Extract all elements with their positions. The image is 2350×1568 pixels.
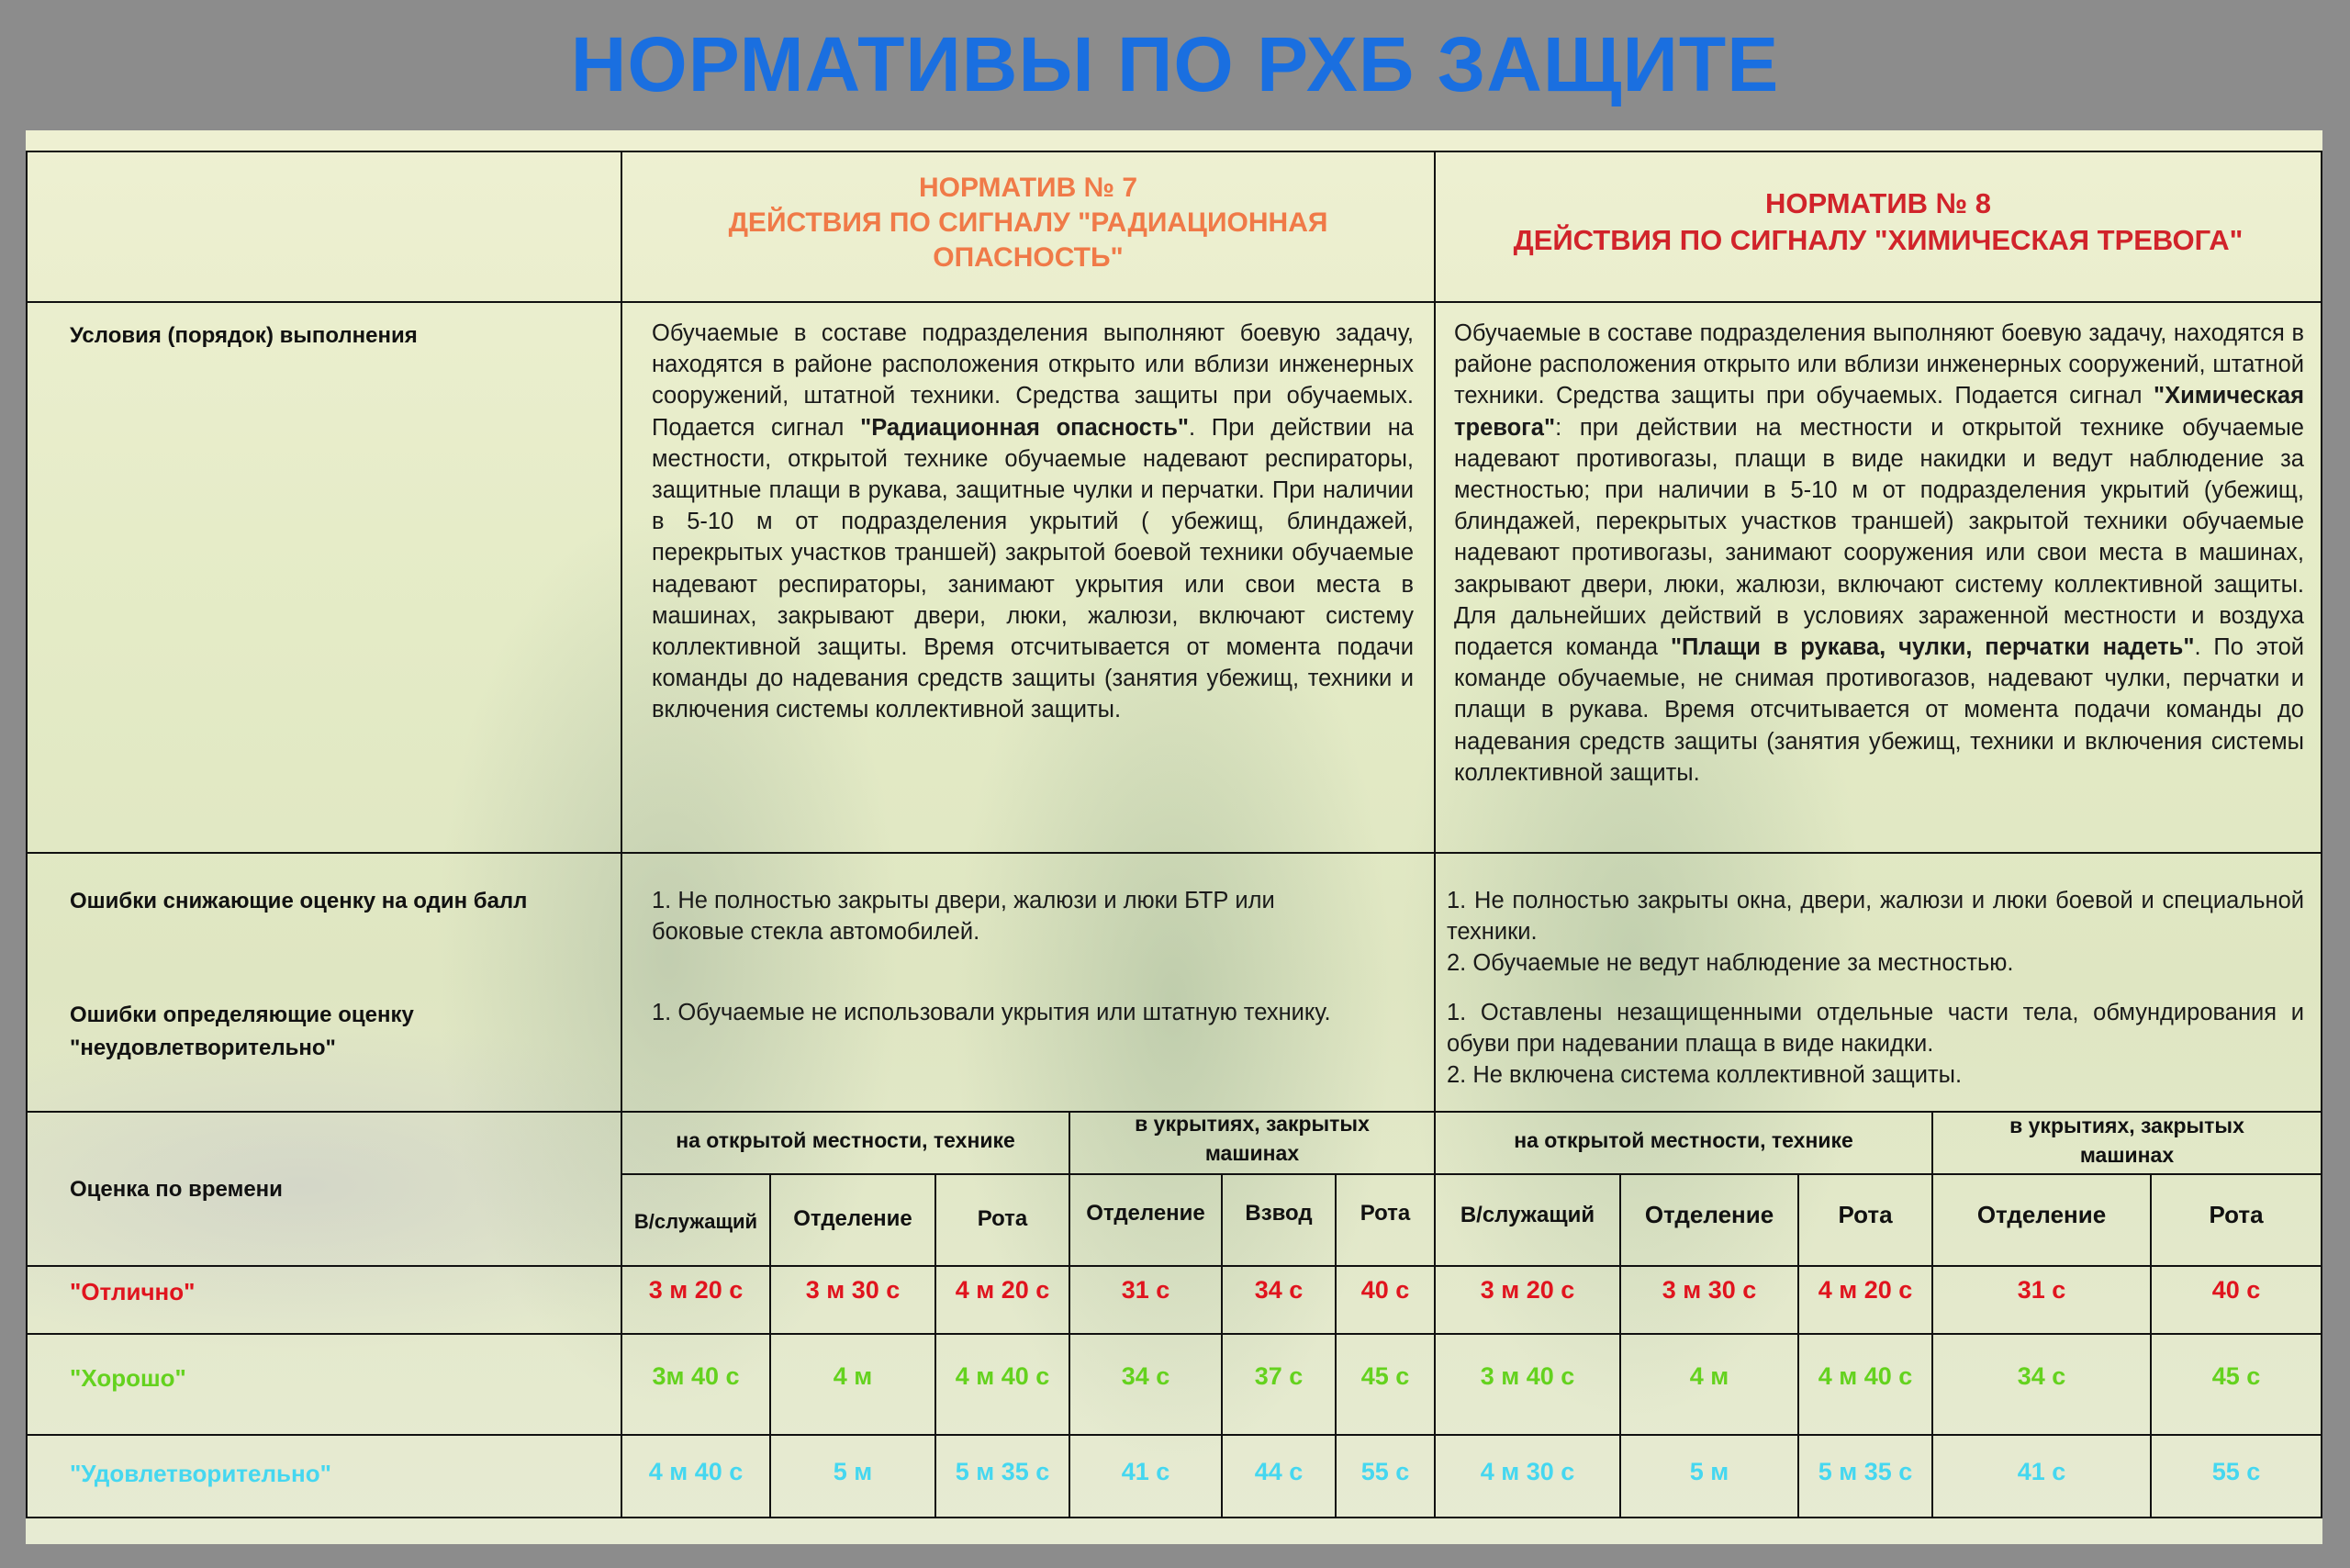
group-open-n7: на открытой местности, технике bbox=[676, 1128, 1015, 1152]
table-board bbox=[26, 130, 2322, 1544]
time-value: 37 с bbox=[1254, 1362, 1304, 1390]
time-value: 3 м 30 с bbox=[1662, 1276, 1757, 1304]
col-header: Рота bbox=[2209, 1201, 2264, 1228]
group-shelter-line: машинах bbox=[1204, 1141, 1300, 1165]
time-grade-label: Оценка по времени bbox=[70, 1177, 283, 1202]
row-divider bbox=[26, 1333, 2322, 1335]
grade-label: "Удовлетворительно" bbox=[70, 1460, 331, 1487]
time-value: 4 м 40 с bbox=[648, 1458, 744, 1485]
row-divider bbox=[26, 301, 2322, 303]
col-header: В/служащий bbox=[633, 1210, 758, 1233]
time-value: 45 с bbox=[2211, 1362, 2261, 1390]
group-shelter-line: машинах bbox=[2079, 1143, 2175, 1167]
group-open-n8: на открытой местности, технике bbox=[1514, 1128, 1853, 1152]
time-value: 4 м bbox=[833, 1362, 873, 1390]
time-value: 3 м 20 с bbox=[1480, 1276, 1575, 1304]
norm7-conditions-text: . При действии на местности, открытой технике обучаемые надевают респираторы, защитные плащи в рукава, защитные чулки и перчатки. При наличии в 5-10 м от подразделения укрытий ( убежищ, блиндажей, перекрытых участков траншей) закрытой боевой техники обучаемые надевают респираторы, занимают укрытия или свои места в машинах, закрывают двери, люки, жалюзи, включают систему коллективной защиты. Время отсчитывается от момента подачи команды до надевания средств защиты (занятия убежищ, техники и включения системы коллективной защиты. bbox=[652, 414, 1414, 723]
norm7-errors-fail: 1. Обучаемые не использовали укрытия или штатную технику. bbox=[652, 1000, 1331, 1025]
time-value: 4 м 40 с bbox=[955, 1362, 1050, 1390]
time-value: 45 с bbox=[1360, 1362, 1410, 1390]
group-shelter-line: в укрытиях, закрытых bbox=[1135, 1112, 1370, 1136]
group-shelter-n8 bbox=[1933, 1111, 2321, 1170]
row-divider bbox=[621, 1173, 2322, 1175]
norm7-signal-name: "Радиационная опасность" bbox=[860, 414, 1190, 441]
time-value: 4 м 30 с bbox=[1480, 1458, 1575, 1485]
group-shelter-n7 bbox=[1070, 1109, 1434, 1168]
errors-minus-one-label: Ошибки снижающие оценку на один балл bbox=[70, 889, 528, 913]
time-value: 40 с bbox=[2211, 1276, 2261, 1304]
col-divider bbox=[1434, 151, 1436, 1518]
time-value: 34 с bbox=[2017, 1362, 2066, 1390]
time-value: 41 с bbox=[1121, 1458, 1170, 1485]
time-value: 31 с bbox=[2017, 1276, 2066, 1304]
time-value: 5 м bbox=[833, 1458, 873, 1485]
time-value: 5 м bbox=[1689, 1458, 1729, 1485]
norm7-conditions-text: Обучаемые в составе подразделения выполняют боевую задачу, находятся в районе расположения открыто или вблизи инженерных сооружений, штатной техники. Средства защиты при обучаемых. Подается сигнал bbox=[652, 320, 1414, 441]
col-header: Рота bbox=[1360, 1201, 1411, 1226]
col-header: Рота bbox=[1838, 1201, 1893, 1228]
time-value: 5 м 35 с bbox=[1818, 1458, 1913, 1485]
col-header: Отделение bbox=[1086, 1201, 1205, 1226]
time-value: 3 м 30 с bbox=[805, 1276, 901, 1304]
col-header: В/служащий bbox=[1460, 1203, 1595, 1227]
border-bottom bbox=[26, 1517, 2322, 1518]
norm8-errors-minus-one bbox=[1447, 885, 2304, 979]
norm8-signal-name: "Химическая тревога" bbox=[1454, 383, 2304, 441]
norm8-header-line: НОРМАТИВ № 8 bbox=[1764, 187, 1992, 219]
group-shelter-line: в укрытиях, закрытых bbox=[2009, 1114, 2244, 1137]
page-title: НОРМАТИВЫ ПО РХБ ЗАЩИТЕ bbox=[570, 21, 1780, 107]
errors-fail-label bbox=[70, 999, 602, 1065]
error-item: 2. Не включена система коллективной защиты. bbox=[1447, 1062, 1963, 1088]
norm8-conditions-text: Обучаемые в составе подразделения выполняют боевую задачу, находятся в районе расположения открыто или вблизи инженерных сооружений, штатной техники. Средства защиты при обучаемых. Подается сигнал bbox=[1454, 320, 2304, 409]
time-value: 4 м bbox=[1689, 1362, 1729, 1390]
time-value: 4 м 20 с bbox=[1818, 1276, 1913, 1304]
time-value: 4 м 40 с bbox=[1818, 1362, 1913, 1390]
grade-label: "Хорошо" bbox=[70, 1364, 186, 1392]
norm8-command-name: "Плащи в рукава, чулки, перчатки надеть" bbox=[1670, 634, 2195, 661]
grade-label: "Отлично" bbox=[70, 1278, 196, 1305]
norm7-errors-minus-one: 1. Не полностью закрыты двери, жалюзи и люки БТР или боковые стекла автомобилей. bbox=[652, 888, 1275, 945]
norm8-header bbox=[1436, 185, 2321, 259]
time-value: 3 м 40 с bbox=[1480, 1362, 1575, 1390]
col-divider bbox=[621, 151, 622, 1518]
time-value: 3 м 20 с bbox=[648, 1276, 744, 1304]
col-header: Отделение bbox=[1644, 1201, 1774, 1228]
time-value: 4 м 20 с bbox=[955, 1276, 1050, 1304]
error-item: 1. Оставлены незащищенными отдельные части тела, обмундирования и обуви при надевании плаща в виде накидки. bbox=[1447, 1000, 2304, 1057]
col-header: Отделение bbox=[793, 1206, 912, 1231]
errors-fail-label-line: Ошибки определяющие оценку bbox=[70, 1002, 414, 1027]
border-right bbox=[2321, 151, 2322, 1518]
border-top bbox=[26, 151, 2322, 152]
table-grid bbox=[26, 130, 2322, 1544]
time-value: 31 с bbox=[1121, 1276, 1170, 1304]
time-value: 34 с bbox=[1121, 1362, 1170, 1390]
time-value: 55 с bbox=[2211, 1458, 2261, 1485]
row-divider bbox=[26, 1265, 2322, 1267]
norm8-conditions-text: : при действии на местности и открытой технике обучаемые надевают противогазы, плащи в виде накидки и ведут наблюдение за местностью; при наличии в 5-10 м от подразделения укрытий (убежищ, блиндажей, перекрытых участков траншей) закрытой техники обучаемые надевают противогазы, занимают сооружения или свои места в машинах, закрывают двери, люки, жалюзи, включают систему коллективной защиты. Для дальнейших действий в условиях зараженной местности и воздуха подается команда bbox=[1454, 414, 2304, 661]
time-value: 40 с bbox=[1360, 1276, 1410, 1304]
norm7-header-line: ОПАСНОСТЬ" bbox=[933, 242, 1124, 273]
time-value: 34 с bbox=[1254, 1276, 1304, 1304]
norm7-conditions bbox=[652, 318, 1414, 726]
norm8-header-line: ДЕЙСТВИЯ ПО СИГНАЛУ "ХИМИЧЕСКАЯ ТРЕВОГА" bbox=[1513, 224, 2244, 256]
norm8-conditions-text: . По этой команде обучаемые, не снимая противогазов, надевают чулки, перчатки и плащи в рукава. Время отсчитывается от момента подачи команды до надевания средств защиты (занятия убежищ, техники и включения системы коллективной защиты. bbox=[1454, 634, 2304, 786]
time-value: 55 с bbox=[1360, 1458, 1410, 1485]
row-divider bbox=[26, 852, 2322, 854]
border-left bbox=[26, 151, 28, 1518]
time-value: 44 с bbox=[1254, 1458, 1304, 1485]
norm7-header-line: НОРМАТИВ № 7 bbox=[918, 173, 1138, 203]
time-value: 41 с bbox=[2017, 1458, 2066, 1485]
error-item: 1. Не полностью закрыты окна, двери, жалюзи и люки боевой и специальной техники. bbox=[1447, 888, 2304, 945]
col-header: Рота bbox=[977, 1206, 1028, 1231]
col-header: Взвод bbox=[1245, 1201, 1313, 1226]
norm8-conditions bbox=[1454, 318, 2304, 789]
col-header: Отделение bbox=[1976, 1201, 2107, 1228]
error-item: 2. Обучаемые не ведут наблюдение за местностью. bbox=[1447, 950, 2014, 976]
errors-fail-label-line: "неудовлетворительно" bbox=[70, 1036, 336, 1060]
norm8-errors-fail bbox=[1447, 997, 2304, 1091]
norm7-header bbox=[622, 171, 1434, 275]
norm7-header-line: ДЕЙСТВИЯ ПО СИГНАЛУ "РАДИАЦИОННАЯ bbox=[728, 207, 1328, 238]
row-divider bbox=[26, 1434, 2322, 1436]
conditions-label: Условия (порядок) выполнения bbox=[70, 323, 418, 348]
time-value: 3м 40 с bbox=[652, 1362, 740, 1390]
time-value: 5 м 35 с bbox=[955, 1458, 1050, 1485]
